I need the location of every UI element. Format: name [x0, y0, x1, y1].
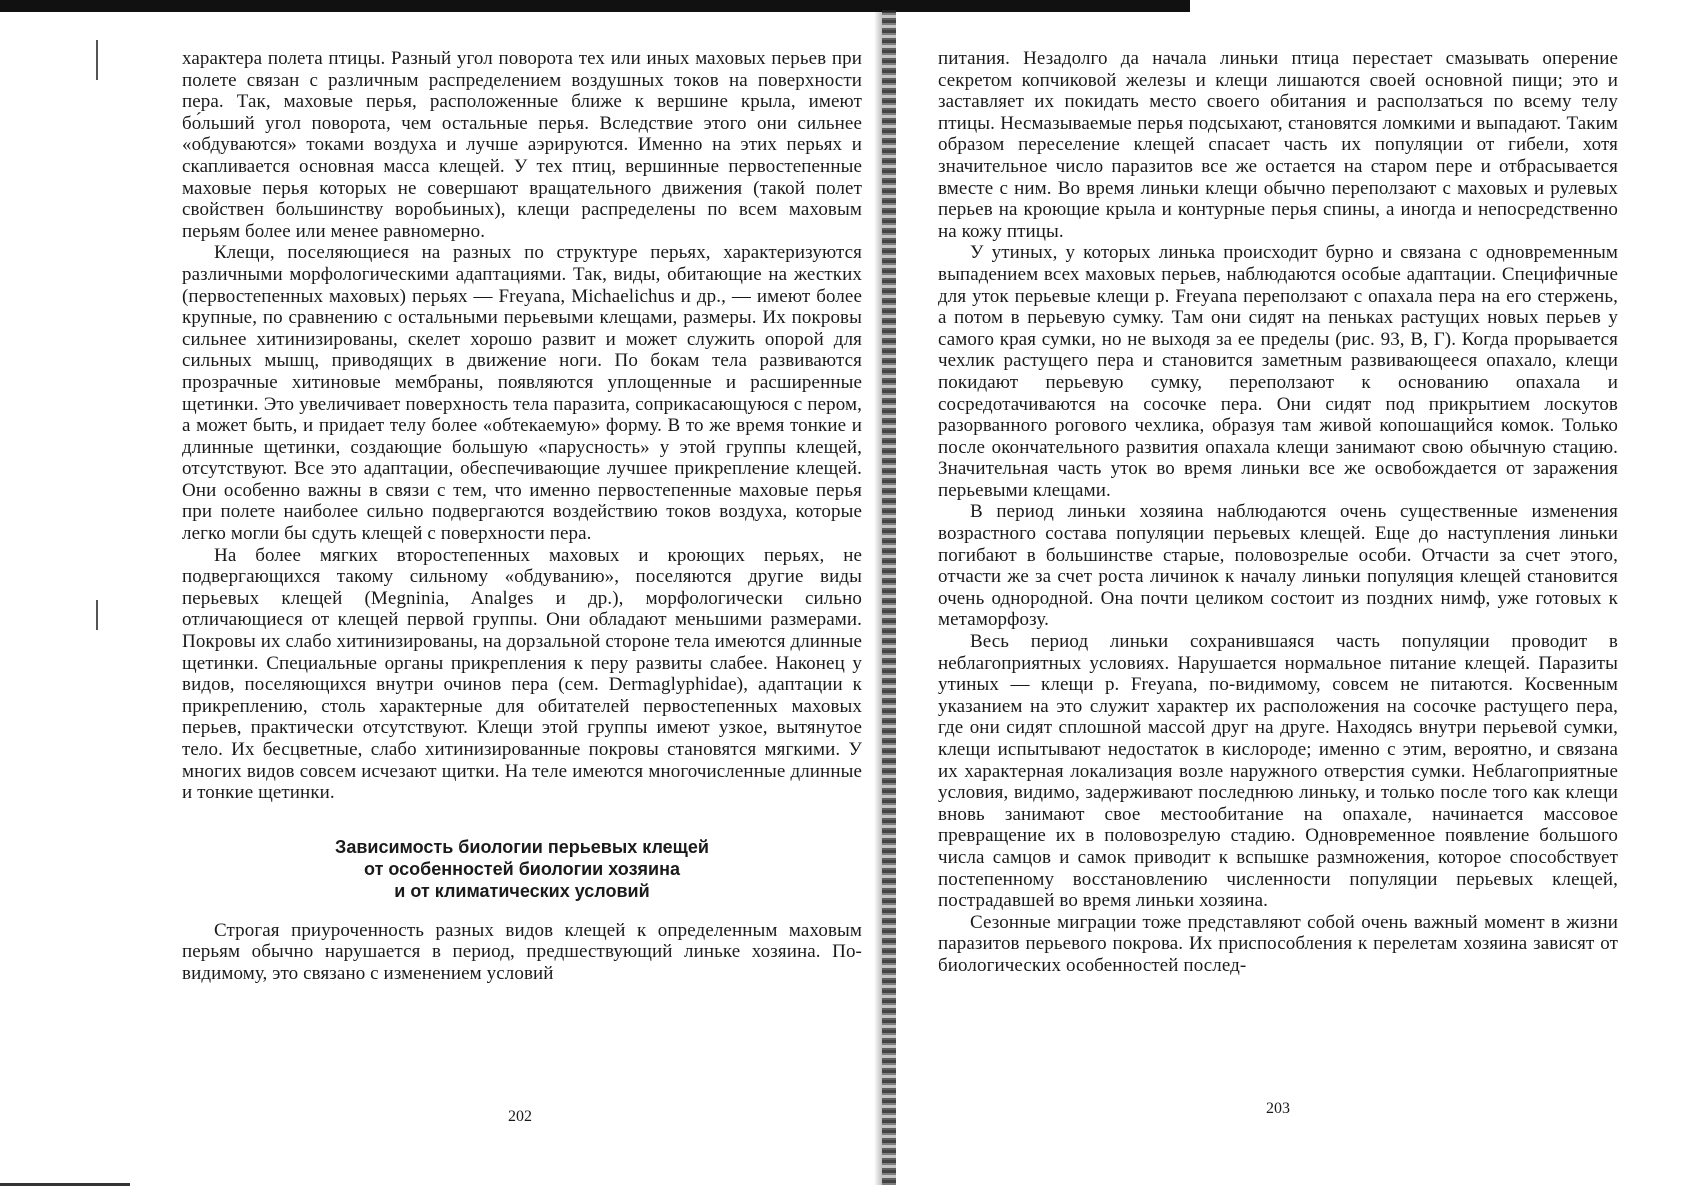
section-heading [182, 836, 862, 902]
paragraph: У утиных, у которых линька происходит бурно и связана с одновременным выпадением всех маховых перьев, наблюдаются особые адаптации. Специфичные для уток перьевые клещи р. Freyana переползают с опахала пера на его стержень, а потом в перьевую сумку. Там они сидят на пеньках растущих новых перьев у самого края сумки, но не выходя за ее пределы (рис. 93, В, Г). Когда прорывается чехлик растущего пера и становится заметным развивающееся опахало, клещи покидают перьевую сумку, переползают к основанию опахала и сосредотачиваются на сосочке пера. Они сидят под прикрытием лоскутов разорванного рогового чехлика, образуя там живой копошащийся комок. Только после окончательного развития опахала клещи занимают свою обычную стацию. Значительная часть уток во время линьки все же освобождается от заражения перьевыми клещами. [938, 242, 1618, 501]
scan-top-edge [0, 0, 1190, 12]
paragraph: характера полета птицы. Разный угол поворота тех или иных маховых перьев при полете связан с различным распределением воздушных токов на поверхности пера. Так, маховые перья, расположенные ближе к вершине крыла, имеют бо́льший угол поворота, чем остальные перья. Вследствие этого они сильнее «обдуваются» токами воздуха и лучше аэрируются. Именно на этих перьях и скапливается основная масса клещей. У тех птиц, вершинные первостепенные маховые перья которых не совершают вращательного движения (такой полет свойствен большинству воробьиных), клещи распределены по всем маховым перьям более или менее равномерно. [182, 48, 862, 242]
heading-line: Зависимость биологии перьевых клещей [335, 836, 709, 857]
paragraph: Весь период линьки сохранившаяся часть популяции проводит в неблагоприятных условиях. Нарушается нормальное питание клещей. Паразиты утиных — клещи р. Freyana, по-видимому, совсем не питаются. Косвенным указанием на это служит характер их расположения на сосочке растущего пера, где они сидят сплошной массой друг на друге. Находясь внутри перьевой сумки, клещи испытывают недостаток в кислороде; именно с этим, вероятно, и связана их характерная локализация возле наружного отверстия сумки. Неблагоприятные условия, видимо, задерживают последнюю линьку, и только после того как клещи вновь занимают свое местообитание на опахале, начинается массовое превращение их в половозрелую стадию. Одновременное появление большого числа самцов и самок приводит к вспышке размножения, которое способствует постепенному восстановлению численности популяции перьевых клещей, пострадавшей во время линьки хозяина. [938, 631, 1618, 912]
paragraph: Строгая приуроченность разных видов клещей к определенным маховым перьям обычно нарушается в период, предшествующий линьке хозяина. По-видимому, это связано с изменением условий [182, 919, 862, 984]
scan-margin-mark [96, 600, 98, 630]
heading-line: от особенностей биологии хозяина [364, 858, 680, 879]
right-page [938, 48, 1618, 977]
book-spine [882, 10, 896, 1185]
heading-line: и от климатических условий [394, 880, 650, 901]
scan-margin-mark [96, 40, 98, 80]
left-page [182, 48, 862, 985]
page-number: 202 [508, 1108, 532, 1125]
scan-bottom-edge [0, 1183, 130, 1186]
paragraph: питания. Незадолго да начала линьки птица перестает смазывать оперение секретом копчиковой железы и клещи лишаются своей основной пищи; это и заставляет их покидать место своего обитания и расползаться по всему телу птицы. Несмазываемые перья подсыхают, становятся ломкими и выпадают. Таким образом переселение клещей спасает часть их популяции от гибели, хотя значительное число паразитов все же остается на старом пере и отбрасывается вместе с ним. Во время линьки клещи обычно переползают с маховых и рулевых перьев на кроющие крыла и контурные перья спины, а иногда и непосредственно на кожу птицы. [938, 48, 1618, 242]
paragraph: Сезонные миграции тоже представляют собой очень важный момент в жизни паразитов перьевого покрова. Их приспособления к перелетам хозяина зависят от биологических особенностей послед- [938, 911, 1618, 976]
paragraph: В период линьки хозяина наблюдаются очень существенные изменения возрастного состава популяции перьевых клещей. Еще до наступления линьки погибают в большинстве старые, половозрелые особи. Отчасти за счет этого, отчасти же за счет роста личинок к началу линьки популяция клещей становится очень однородной. Она почти целиком состоит из поздних нимф, уже готовых к метаморфозу. [938, 501, 1618, 631]
paragraph: На более мягких второстепенных маховых и кроющих перьях, не подвергающихся такому сильному «обдуванию», поселяются другие виды перьевых клещей (Megninia, Analges и др.), морфологически сильно отличающиеся от клещей первой группы. Они обладают меньшими размерами. Покровы их слабо хитинизированы, на дорзальной стороне тела имеются длинные щетинки. Специальные органы прикрепления к перу развиты слабее. Наконец у видов, поселяющихся внутри очинов пера (сем. Dermaglyphidae), адаптации к прикреплению, столь характерные для обитателей первостепенных маховых перьев, практически отсутствуют. Клещи этой группы имеют узкое, вытянутое тело. Их бесцветные, слабо хитинизированные покровы становятся мягкими. У многих видов совсем исчезают щитки. На теле имеются многочисленные длинные и тонкие щетинки. [182, 544, 862, 804]
page-number: 203 [1266, 1100, 1290, 1117]
book-gutter-shadow [874, 10, 882, 1185]
paragraph: Клещи, поселяющиеся на разных по структуре перьях, характеризуются различными морфологическими адаптациями. Так, виды, обитающие на жестких (первостепенных маховых) перьях — Freyana, Michaelichus и др., — имеют более крупные, по сравнению с остальными перьевыми клещами, размеры. Их покровы сильнее хитинизированы, скелет хорошо развит и может служить опорой для сильных мышц, приводящих в движение ноги. По бокам тела развиваются прозрачные хитиновые мембраны, появляются уплощенные и расширенные щетинки. Это увеличивает поверхность тела паразита, соприкасающуюся с пером, а может быть, и придает телу более «обтекаемую» форму. В то же время тонкие и длинные щетинки, создающие большую «парусность» у этой группы клещей, отсутствуют. Все это адаптации, обеспечивающие лучшее прикрепление клещей. Они особенно важны в связи с тем, что именно первостепенные маховые перья при полете наиболее сильно подвергаются воздействию токов воздуха, которые легко могли бы сдуть клещей с поверхности пера. [182, 242, 862, 545]
